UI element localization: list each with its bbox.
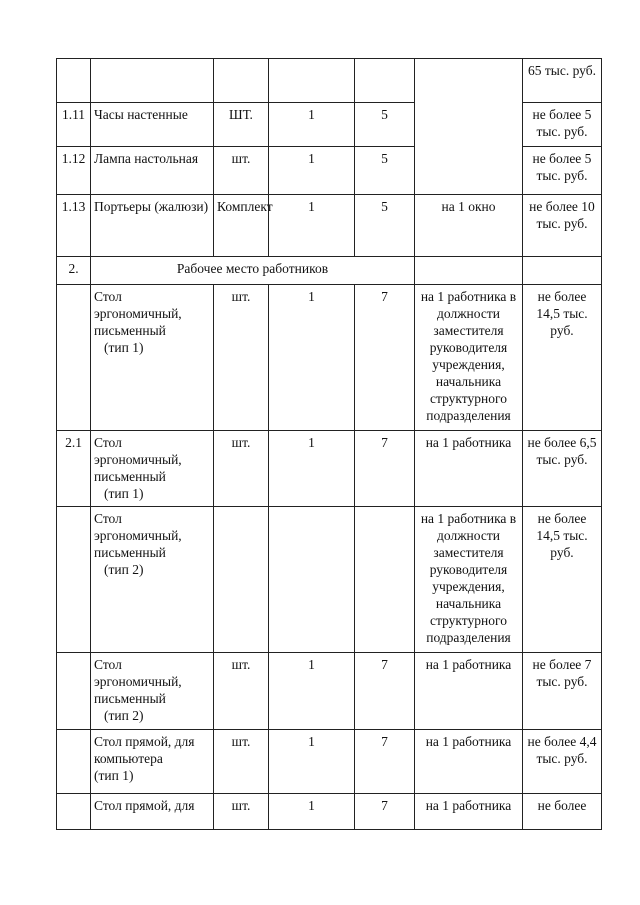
- cell-years: 5: [355, 147, 415, 195]
- cell-price: не более 10 тыс. руб.: [523, 195, 602, 257]
- cell-unit: шт.: [214, 653, 269, 730]
- cell-num: [57, 794, 91, 830]
- table-row: [57, 653, 602, 730]
- table-row: [57, 507, 602, 653]
- cell-name-type: (тип 1): [104, 340, 144, 355]
- table-row: [57, 730, 602, 794]
- cell-norm: на 1 работника: [415, 794, 523, 830]
- table-row: [57, 59, 602, 103]
- cell-norm: [415, 257, 523, 285]
- cell-norm: на 1 работника в должности заместителя руководителя учреждения, начальника структурного подразделения: [415, 285, 523, 431]
- cell-unit: шт.: [214, 730, 269, 794]
- cell-name: [91, 507, 214, 653]
- cell-qty: 1: [269, 730, 355, 794]
- cell-unit: шт.: [214, 147, 269, 195]
- cell-qty: 1: [269, 195, 355, 257]
- cell-num: [57, 507, 91, 653]
- cell-norm: на 1 работника: [415, 653, 523, 730]
- cell-unit: ШТ.: [214, 103, 269, 147]
- cell-qty: 1: [269, 794, 355, 830]
- cell-name: Портьеры (жалюзи): [91, 195, 214, 257]
- cell-years: [355, 507, 415, 653]
- table-row: [57, 431, 602, 507]
- cell-unit: шт.: [214, 794, 269, 830]
- cell-name-type: (тип 2): [104, 708, 144, 723]
- cell-price: не более 5 тыс. руб.: [523, 147, 602, 195]
- cell-num: [57, 730, 91, 794]
- cell-name: [91, 730, 214, 794]
- cell-qty: [269, 507, 355, 653]
- cell-unit: [214, 507, 269, 653]
- section-title: Рабочее место работников: [91, 257, 415, 285]
- cell-num: [57, 285, 91, 431]
- cell-qty: [269, 59, 355, 103]
- cell-name-main: Стол прямой, для компьютера: [94, 734, 195, 766]
- cell-years: 7: [355, 285, 415, 431]
- section-header-row: [57, 257, 602, 285]
- cell-name: Лампа настольная: [91, 147, 214, 195]
- cell-name-main: Стол эргономичный, письменный: [94, 511, 182, 560]
- cell-qty: 1: [269, 285, 355, 431]
- cell-name-type: (тип 2): [104, 562, 144, 577]
- table-row: [57, 285, 602, 431]
- cell-name-main: Стол эргономичный, письменный: [94, 435, 182, 484]
- cell-name: [91, 285, 214, 431]
- cell-price: не более 5 тыс. руб.: [523, 103, 602, 147]
- cell-num: 1.13: [57, 195, 91, 257]
- cell-num: 1.12: [57, 147, 91, 195]
- cell-price: не более 14,5 тыс. руб.: [523, 285, 602, 431]
- cell-qty: 1: [269, 653, 355, 730]
- cell-norm: [415, 59, 523, 195]
- cell-years: 7: [355, 794, 415, 830]
- cell-name: [91, 653, 214, 730]
- cell-years: 7: [355, 653, 415, 730]
- cell-num: [57, 653, 91, 730]
- cell-qty: 1: [269, 431, 355, 507]
- cell-price: не более: [523, 794, 602, 830]
- section-num: 2.: [57, 257, 91, 285]
- cell-name-type: (тип 1): [104, 486, 144, 501]
- cell-price: не более 14,5 тыс. руб.: [523, 507, 602, 653]
- cell-unit: шт.: [214, 285, 269, 431]
- cell-years: [355, 59, 415, 103]
- cell-name: [91, 431, 214, 507]
- cell-price: 65 тыс. руб.: [523, 59, 602, 103]
- cell-name: Стол прямой, для: [91, 794, 214, 830]
- cell-norm: на 1 работника в должности заместителя руководителя учреждения, начальника структурного подразделения: [415, 507, 523, 653]
- cell-unit: [214, 59, 269, 103]
- table-row: [57, 195, 602, 257]
- cell-price: не более 6,5 тыс. руб.: [523, 431, 602, 507]
- cell-price: [523, 257, 602, 285]
- cell-years: 7: [355, 730, 415, 794]
- cell-qty: 1: [269, 147, 355, 195]
- cell-years: 7: [355, 431, 415, 507]
- cell-norm: на 1 окно: [415, 195, 523, 257]
- cell-years: 5: [355, 103, 415, 147]
- cell-years: 5: [355, 195, 415, 257]
- table-row: [57, 794, 602, 830]
- furniture-norms-table: [56, 58, 602, 830]
- cell-name: Часы настенные: [91, 103, 214, 147]
- cell-name: [91, 59, 214, 103]
- cell-num: [57, 59, 91, 103]
- cell-unit: шт.: [214, 431, 269, 507]
- cell-qty: 1: [269, 103, 355, 147]
- cell-price: не более 7 тыс. руб.: [523, 653, 602, 730]
- cell-name-type: (тип 1): [94, 768, 134, 783]
- cell-norm: на 1 работника: [415, 431, 523, 507]
- cell-num: 2.1: [57, 431, 91, 507]
- cell-name-main: Стол эргономичный, письменный: [94, 657, 182, 706]
- cell-price: не более 4,4 тыс. руб.: [523, 730, 602, 794]
- cell-name-main: Стол эргономичный, письменный: [94, 289, 182, 338]
- cell-norm: на 1 работника: [415, 730, 523, 794]
- cell-num: 1.11: [57, 103, 91, 147]
- cell-unit: Комплект: [214, 195, 269, 257]
